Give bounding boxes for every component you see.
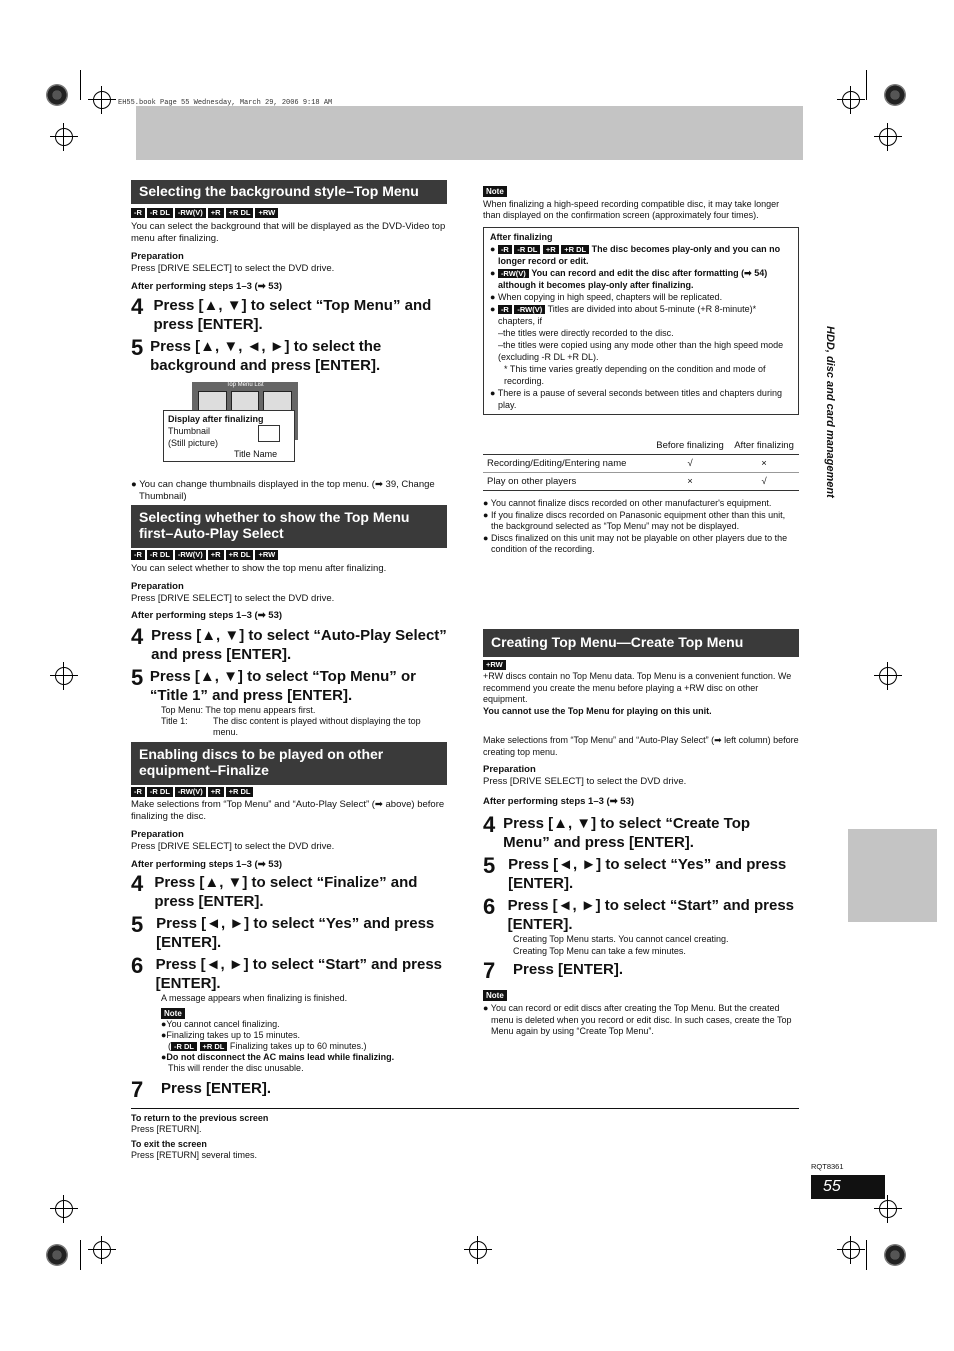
registration-disk-icon bbox=[46, 1244, 68, 1266]
side-tab bbox=[848, 829, 937, 922]
preparation-text: Press [DRIVE SELECT] to select the DVD drive. bbox=[131, 593, 335, 604]
footer-title: To return to the previous screen bbox=[131, 1113, 269, 1123]
step-5: 5 Press [◄, ►] to select “Yes” and press [ENTER]. bbox=[483, 853, 787, 892]
figure-callout: Display after finalizing Thumbnail (Still picture) Title Name bbox=[163, 410, 295, 462]
crosshair-icon bbox=[93, 91, 111, 109]
note-label: Note bbox=[161, 1008, 185, 1019]
section-heading: Selecting the background style–Top Menu bbox=[131, 180, 447, 204]
filename-stamp: EH55.book Page 55 Wednesday, March 29, 2006 9:18 AM bbox=[118, 99, 333, 107]
preparation-title: Preparation bbox=[131, 581, 184, 592]
crosshair-icon bbox=[55, 1200, 73, 1218]
disc-badges bbox=[131, 208, 447, 218]
sub-text: Title 1: The disc content is played without displaying the top menu. bbox=[161, 716, 421, 737]
section-auto-play bbox=[131, 505, 447, 738]
disc-badge: +RW bbox=[483, 660, 506, 670]
disc-badges bbox=[483, 660, 799, 670]
disc-badge: +RW bbox=[255, 550, 278, 560]
description-bold: You cannot use the Top Menu for playing on this unit. bbox=[483, 705, 712, 716]
disc-badge: -R DL bbox=[147, 208, 173, 218]
list-item: ● If you finalize discs recorded on Panasonic equipment other than this unit, the background selected as “Top Menu” may not be displayed. bbox=[483, 509, 786, 531]
footer bbox=[131, 1113, 268, 1161]
preparation-text: Press [DRIVE SELECT] to select the DVD drive. bbox=[131, 263, 335, 274]
description: +RW discs contain no Top Menu data. Top Menu is a convenient function. We recommend you create the menu before playing a +RW disc on other equipment. bbox=[483, 671, 792, 704]
disc-badge: -RW(V) bbox=[175, 550, 206, 560]
description: Make selections from “Top Menu” and “Auto-Play Select” (➡ left column) before creating top menu. bbox=[483, 735, 799, 757]
note-item: ( -R DL +R DL Finalizing takes up to 60 minutes.) bbox=[168, 1041, 367, 1051]
disc-badge: +R bbox=[208, 550, 224, 560]
table-header: Before finalizing After finalizing bbox=[483, 437, 799, 455]
step-4: 4 Press [▲, ▼] to select “Finalize” and press [ENTER]. bbox=[131, 871, 418, 910]
step-4: 4 Press [▲, ▼] to select “Auto-Play Select” and press [ENTER]. bbox=[131, 624, 447, 663]
registration-disk-icon bbox=[884, 84, 906, 106]
crosshair-icon bbox=[879, 667, 897, 685]
disc-badges bbox=[131, 787, 447, 797]
sub-text: Top Menu: The top menu appears first. bbox=[161, 705, 316, 715]
finalize-comparison-table bbox=[483, 437, 799, 491]
box-title: After finalizing bbox=[490, 232, 553, 242]
box-item: ● -RW(V) You can record and edit the disc after formatting (➡ 54) although it becomes play-only after finalizing. bbox=[490, 268, 768, 290]
description: Make selections from “Top Menu” and “Auto-Play Select” (➡ above) before finalizing the disc. bbox=[131, 799, 445, 822]
table-row: Recording/Editing/Entering name √ × bbox=[483, 455, 799, 473]
doc-code: RQT8361 bbox=[811, 1162, 844, 1171]
step-7: 7 Press [ENTER]. bbox=[131, 1077, 272, 1102]
right-column bbox=[483, 181, 799, 556]
note-item: ●Finalizing takes up to 15 minutes. bbox=[161, 1030, 301, 1040]
sub-text: Creating Top Menu starts. You cannot cancel creating. bbox=[513, 934, 729, 944]
disc-badge: +R bbox=[208, 787, 224, 797]
bullet-list bbox=[483, 498, 799, 556]
disc-badge: -RW(V) bbox=[175, 208, 206, 218]
disc-badge: -R DL bbox=[147, 787, 173, 797]
step-5: 5 Press [▲, ▼, ◄, ►] to select the background and press [ENTER]. bbox=[131, 335, 382, 374]
box-item: ● When copying in high speed, chapters will be replicated. bbox=[490, 292, 723, 302]
step-5: 5 Press [▲, ▼] to select “Top Menu” or “Title 1” and press [ENTER]. bbox=[131, 665, 416, 704]
disc-badge: +R DL bbox=[226, 787, 254, 797]
box-item: ● There is a pause of several seconds between titles and chapters during play. bbox=[490, 388, 782, 410]
box-subitem: –the titles were copied using any mode other than the high speed mode (excluding -R DL +R DL). bbox=[498, 340, 784, 362]
registration-disk-icon bbox=[884, 1244, 906, 1266]
after-steps: After performing steps 1–3 (➡ 53) bbox=[131, 859, 283, 870]
box-subitem: * This time varies greatly depending on the condition and mode of recording. bbox=[504, 364, 766, 386]
crosshair-icon bbox=[879, 128, 897, 146]
after-finalizing-box bbox=[483, 227, 799, 415]
list-item: ● You can change thumbnails displayed in the top menu. (➡ 39, Change Thumbnail) bbox=[131, 479, 435, 502]
step-6: 6 Press [◄, ►] to select “Start” and press [ENTER]. bbox=[131, 953, 443, 992]
box-item: ● -R -R DL +R +R DL The disc becomes play-only and you can no longer record or edit. bbox=[490, 244, 781, 266]
section-create-top-menu bbox=[483, 629, 799, 1038]
sub-text: Creating Top Menu can take a few minutes. bbox=[513, 945, 686, 956]
disc-badge: +R DL bbox=[226, 208, 254, 218]
side-label: HDD, disc and card management bbox=[824, 326, 836, 498]
note-item: ●You cannot cancel finalizing. bbox=[161, 1019, 280, 1029]
note-label: Note bbox=[483, 990, 507, 1001]
note-block bbox=[131, 1008, 447, 1074]
header-band bbox=[136, 106, 803, 160]
footer-title: To exit the screen bbox=[131, 1139, 207, 1149]
step-4: 4 Press [▲, ▼] to select “Create Top Menu” and press [ENTER]. bbox=[483, 812, 751, 851]
disc-badge: +R bbox=[208, 208, 224, 218]
section-heading: Enabling discs to be played on other equipment–Finalize bbox=[131, 742, 447, 785]
preparation-text: Press [DRIVE SELECT] to select the DVD drive. bbox=[483, 776, 687, 787]
disc-badge: -R bbox=[131, 208, 145, 218]
section-background-style bbox=[131, 180, 447, 503]
note-text: When finalizing a high-speed recording compatible disc, it may take longer than displayed on the confirmation screen (approximately four times). bbox=[483, 199, 780, 220]
step-7: 7 Press [ENTER]. bbox=[483, 958, 624, 983]
step-5: 5 Press [◄, ►] to select “Yes” and press [ENTER]. bbox=[131, 912, 435, 951]
crosshair-icon bbox=[93, 1241, 111, 1259]
after-steps: After performing steps 1–3 (➡ 53) bbox=[483, 796, 635, 807]
disc-badge: -R bbox=[131, 787, 145, 797]
crosshair-icon bbox=[842, 1241, 860, 1259]
preparation-text: Press [DRIVE SELECT] to select the DVD drive. bbox=[131, 841, 335, 852]
disc-badge: -R DL bbox=[147, 550, 173, 560]
figure-header: Top Menu List bbox=[226, 382, 264, 388]
crosshair-icon bbox=[55, 128, 73, 146]
crosshair-icon bbox=[55, 667, 73, 685]
note-label: Note bbox=[483, 186, 507, 197]
description: You can select the background that will be displayed as the DVD-Video top menu after finalizing. bbox=[131, 221, 446, 244]
page-number: 55 bbox=[811, 1175, 885, 1199]
disc-badge: -R bbox=[131, 550, 145, 560]
disc-badges bbox=[131, 550, 447, 560]
crosshair-icon bbox=[469, 1241, 487, 1259]
disc-badge: +RW bbox=[255, 208, 278, 218]
sub-text: A message appears when finalizing is finished. bbox=[161, 993, 348, 1003]
section-finalize bbox=[131, 742, 447, 1101]
list-item: ● You cannot finalize discs recorded on other manufacturer's equipment. bbox=[483, 498, 772, 508]
crosshair-icon bbox=[842, 91, 860, 109]
footer-text: Press [RETURN]. bbox=[131, 1124, 202, 1134]
after-steps: After performing steps 1–3 (➡ 53) bbox=[131, 281, 283, 292]
step-4: 4 Press [▲, ▼] to select “Top Menu” and press [ENTER]. bbox=[131, 294, 432, 333]
disc-badge: -RW(V) bbox=[175, 787, 206, 797]
list-item: ● Discs finalized on this unit may not be playable on other players due to the condition of the recording. bbox=[483, 532, 788, 554]
step-6: 6 Press [◄, ►] to select “Start” and press [ENTER]. bbox=[483, 894, 795, 933]
registration-disk-icon bbox=[46, 84, 68, 106]
box-subitem: –the titles were directly recorded to the disc. bbox=[498, 328, 674, 338]
footer-text: Press [RETURN] several times. bbox=[131, 1150, 258, 1160]
section-heading: Creating Top Menu—Create Top Menu bbox=[483, 629, 799, 657]
section-heading: Selecting whether to show the Top Menu first–Auto-Play Select bbox=[131, 505, 447, 548]
preparation-title: Preparation bbox=[131, 829, 184, 840]
note-item: ●Do not disconnect the AC mains lead while finalizing. bbox=[161, 1052, 395, 1062]
note-text: ● You can record or edit discs after creating the Top Menu. But the created menu is deleted when you record or edit disc. In such cases, create the Top Menu again by using “Create Top Menu”. bbox=[483, 1003, 792, 1036]
preparation-title: Preparation bbox=[483, 764, 536, 775]
disc-badge: +R DL bbox=[226, 550, 254, 560]
footer-divider bbox=[131, 1108, 799, 1109]
box-item: ● -R -RW(V) Titles are divided into about 5-minute (+R 8-minute)* chapters, if bbox=[490, 304, 757, 326]
after-steps: After performing steps 1–3 (➡ 53) bbox=[131, 610, 283, 621]
top-menu-figure bbox=[131, 382, 447, 477]
description: You can select whether to show the top menu after finalizing. bbox=[131, 563, 387, 574]
table-row: Play on other players × √ bbox=[483, 473, 799, 491]
crosshair-icon bbox=[879, 1200, 897, 1218]
note-item: This will render the disc unusable. bbox=[168, 1063, 304, 1073]
preparation-title: Preparation bbox=[131, 251, 184, 262]
